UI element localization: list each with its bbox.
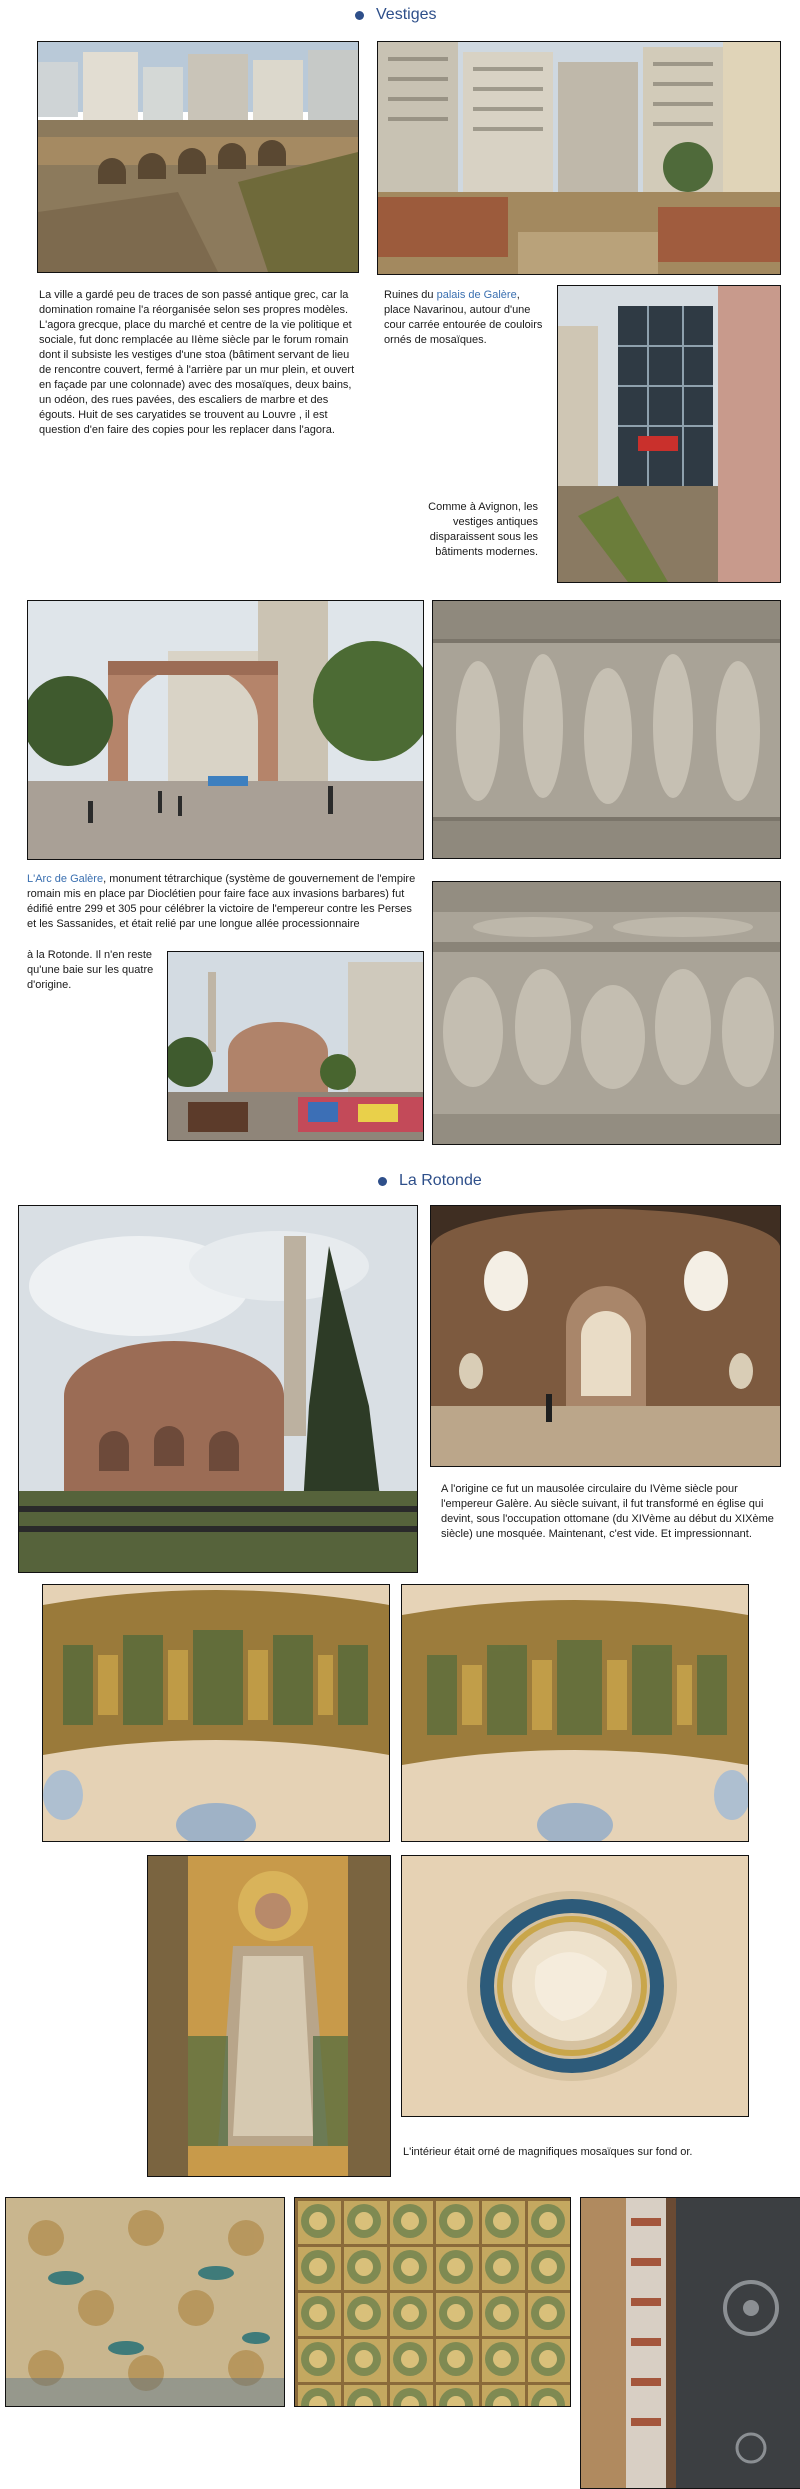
arc-baie-paragraph: à la Rotonde. Il n'en reste qu'une baie sur les quatre d'origine. <box>27 949 154 991</box>
section-heading-rotonde <box>378 1172 482 1190</box>
bullet-icon <box>355 11 364 20</box>
ruines-suffix: , place Navarinou, autour d'une cour carrée entourée de couloirs ornés de mosaïques. <box>384 289 543 346</box>
arc-galere-link[interactable]: L'Arc de Galère <box>27 873 104 885</box>
bird-mosaic-photo <box>5 2197 285 2407</box>
section-heading-vestiges <box>355 6 436 24</box>
palais-galere-photo <box>377 41 781 275</box>
ruines-paragraph <box>384 288 544 348</box>
ruines-prefix: Ruines du <box>384 289 437 301</box>
arc-paragraph <box>27 872 422 932</box>
modern-building-over-ruins-photo <box>557 285 781 583</box>
forum-ruins-photo <box>37 41 359 273</box>
rotonde-paragraph: A l'origine ce fut un mausolée circulaire du IVème siècle pour l'empereur Galère. Au siècle suivant, il fut transformé en église qui devint, sous l'occupation ottomane (du XIVème au début du XIXème siècle) une mosquée. Maintenant, c'est vide. Et impressionnant. <box>441 1483 774 1540</box>
rotonde-exterior-photo <box>18 1205 418 1573</box>
section-title: La Rotonde <box>399 1172 482 1189</box>
dome-mosaic-right-photo <box>401 1584 749 1842</box>
saint-mosaic-photo <box>147 1855 391 2177</box>
arc-relief-top-photo <box>432 600 781 859</box>
interieur-paragraph: L'intérieur était orné de magnifiques mosaïques sur fond or. <box>403 2146 693 2158</box>
arc-relief-bottom-photo <box>432 881 781 1145</box>
rotonde-distant-photo <box>167 951 424 1141</box>
section-title: Vestiges <box>376 6 437 23</box>
dome-mosaic-left-photo <box>42 1584 390 1842</box>
pattern-mosaic-photo <box>294 2197 571 2407</box>
dome-center-mosaic-photo <box>401 1855 749 2117</box>
ville-paragraph: La ville a gardé peu de traces de son passé antique grec, car la domination romaine l'a réorganisée selon ses propres modèles. L'agora grecque, place du marché et centre de la vie politique et sociale, fut donc remplacée au IIème siècle par le forum romain dont il subsiste les vestiges d'une stoa (bâtiment servant de lieu de rencontre couvert, fermé à l'arrière par un mur plein, et ouvert en façade par une colonnade) avec des mosaïques, deux bains, un odéon, des rues pavées, des escaliers de marbre et des égouts. Huit de ses caryatides se trouvent au Louvre , il est question d'en faire des copies pour les replacer dans l'agora. <box>39 289 355 436</box>
palais-galere-link[interactable]: palais de Galère <box>436 289 517 301</box>
arc-text: , monument tétrarchique (système de gouvernement de l'empire romain mis en place par Dioclétien pour faire face aux invasions barbares) fut édifié entre 299 et 305 pour célébrer la victoire de l'empereur contre les Perses et les Sassanides, et était relié par une longue allée processionnaire <box>27 873 416 930</box>
bullet-icon <box>378 1177 387 1186</box>
arc-de-galere-photo <box>27 600 424 860</box>
rotonde-interior-photo <box>430 1205 781 1467</box>
avignon-paragraph: Comme à Avignon, les vestiges antiques disparaissent sous les bâtiments modernes. <box>428 501 538 558</box>
door-wall-photo <box>580 2197 800 2489</box>
